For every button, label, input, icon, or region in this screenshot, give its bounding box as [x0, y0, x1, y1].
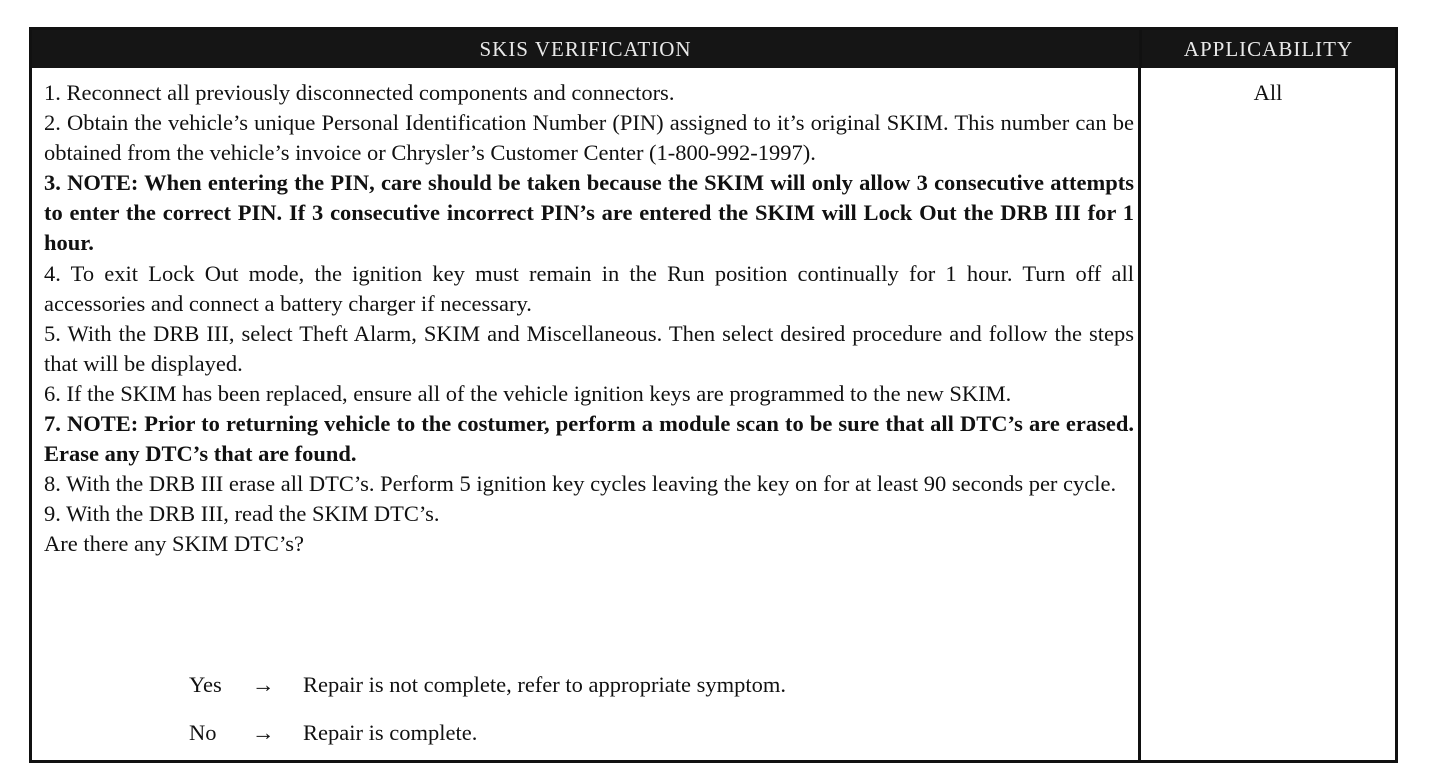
answer-no: [189, 720, 1089, 768]
step-4: 4. To exit Lock Out mode, the ignition key must remain in the Run position continually for 1 hour. Turn off all accessories and connect a battery charger if necessary.: [44, 260, 1134, 316]
step-3-note: 3. NOTE: When entering the PIN, care should be taken because the SKIM will only allow 3 consecutive attempts to enter the correct PIN. If 3 consecutive incorrect PIN’s are entered the SKIM will Lock Out the DRB III for 1 hour.: [44, 170, 1134, 256]
step-8: 8. With the DRB III erase all DTC’s. Perform 5 ignition key cycles leaving the key on for at least 90 seconds per cycle.: [44, 471, 1117, 497]
table-header: [32, 30, 1395, 68]
step-5: 5. With the DRB III, select Theft Alarm, SKIM and Miscellaneous. Then select desired procedure and follow the steps that will be displayed.: [44, 320, 1134, 376]
answer-text: Repair is not complete, refer to appropriate symptom.: [303, 672, 786, 697]
step-6: 6. If the SKIM has been replaced, ensure all of the vehicle ignition keys are programmed to the new SKIM.: [44, 380, 1012, 406]
step-1: 1. Reconnect all previously disconnected components and connectors.: [44, 80, 675, 105]
step-2: 2. Obtain the vehicle’s unique Personal Identification Number (PIN) assigned to it’s original SKIM. This number can be obtained from the vehicle’s invoice or Chrysler’s Customer Center (1-800-992-1997).: [44, 110, 1134, 166]
answer-text: Repair is complete.: [303, 720, 478, 745]
answer-key: No: [189, 720, 217, 745]
question: Are there any SKIM DTC’s?: [44, 531, 304, 557]
step-7-note: 7. NOTE: Prior to returning vehicle to the costumer, perform a module scan to be sure that all DTC’s are erased. Erase any DTC’s that are found.: [44, 411, 1134, 467]
applicability-value: All: [1253, 80, 1283, 105]
applicability-header: APPLICABILITY: [1139, 30, 1395, 68]
answers: [189, 672, 1089, 768]
arrow-right-icon: →: [252, 720, 275, 745]
procedure-steps: [44, 78, 1134, 560]
column-divider: [1138, 68, 1141, 760]
step-9: 9. With the DRB III, read the SKIM DTC’s.: [44, 501, 440, 527]
answer-key: Yes: [189, 672, 222, 697]
verification-table: [29, 27, 1398, 763]
arrow-right-icon: →: [252, 672, 275, 697]
table-title: SKIS VERIFICATION: [479, 37, 692, 61]
answer-yes: [189, 672, 1089, 720]
